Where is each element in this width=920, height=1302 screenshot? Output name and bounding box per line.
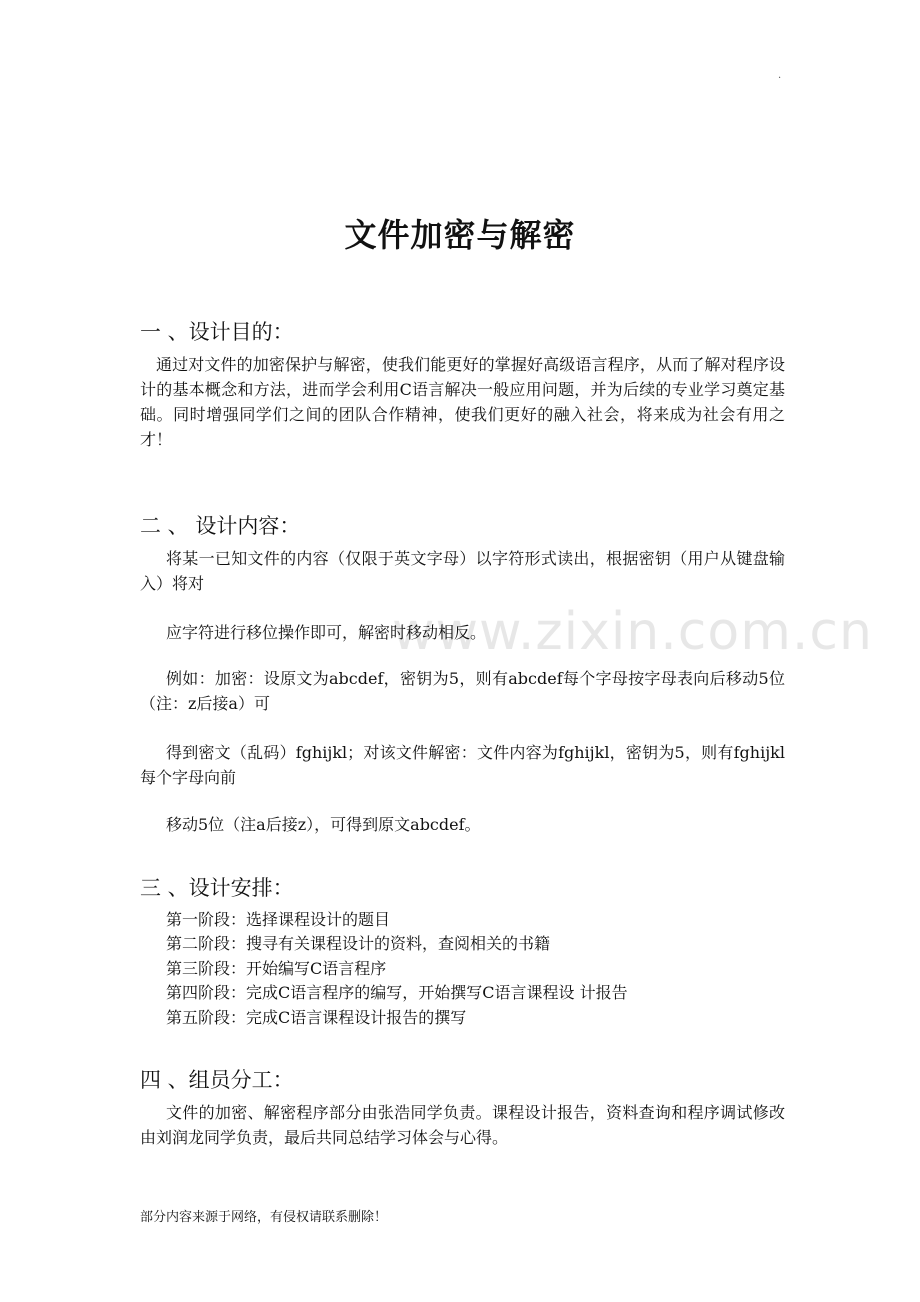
section-1-heading: 一 、设计目的： <box>140 320 294 344</box>
schedule-item: 第一阶段：选择课程设计的题目 <box>166 910 391 929</box>
section-2-paragraph-3: 例如：加密：设原文为abcdef，密钥为5，则有abcdef每个字母按字母表向后移动5位（注：z后接a）可 <box>140 669 785 713</box>
section-3-heading: 三 、设计安排： <box>140 876 294 900</box>
footer-note: 部分内容来源于网络，有侵权请联系删除！ <box>140 1210 388 1225</box>
section-4-paragraph: 文件的加密、解密程序部分由张浩同学负责。课程设计报告，资料查询和程序调试修改由刘润龙同学负责，最后共同总结学习体会与心得。 <box>140 1103 785 1147</box>
section-2-paragraph-2: 应字符进行移位操作即可，解密时移动相反。 <box>166 623 487 642</box>
watermark: www.zixin.com.cn <box>392 602 873 662</box>
section-1-paragraph: 通过对文件的加密保护与解密，使我们能更好的掌握好高级语言程序，从而了解对程序设计的基本概念和方法，进而学会利用C语言解决一般应用问题，并为后续的专业学习奠定基础。同时增强同学们之间的团队合作精神，使我们更好的融入社会，将来成为社会有用之才！ <box>140 355 785 449</box>
page-title: 文件加密与解密 <box>344 216 576 254</box>
corner-mark: . <box>778 70 782 81</box>
schedule-item: 第二阶段：搜寻有关课程设计的资料，查阅相关的书籍 <box>166 934 551 953</box>
schedule-item: 第五阶段：完成C语言课程设计报告的撰写 <box>166 1008 467 1027</box>
section-4-heading: 四 、组员分工： <box>140 1068 294 1092</box>
section-2-paragraph-4: 得到密文（乱码）fghijkl；对该文件解密：文件内容为fghijkl，密钥为5，则有fghijkl每个字母向前 <box>140 743 785 787</box>
section-2-paragraph-1: 将某一已知文件的内容（仅限于英文字母）以字符形式读出，根据密钥（用户从键盘输入）将对 <box>140 549 785 593</box>
schedule-item: 第三阶段：开始编写C语言程序 <box>166 959 387 978</box>
section-2-heading: 二 、 设计内容： <box>140 514 301 538</box>
section-2-paragraph-5: 移动5位（注a后接z），可得到原文abcdef。 <box>166 815 481 834</box>
schedule-item: 第四阶段：完成C语言程序的编写，开始撰写C语言课程设 计报告 <box>166 983 628 1002</box>
